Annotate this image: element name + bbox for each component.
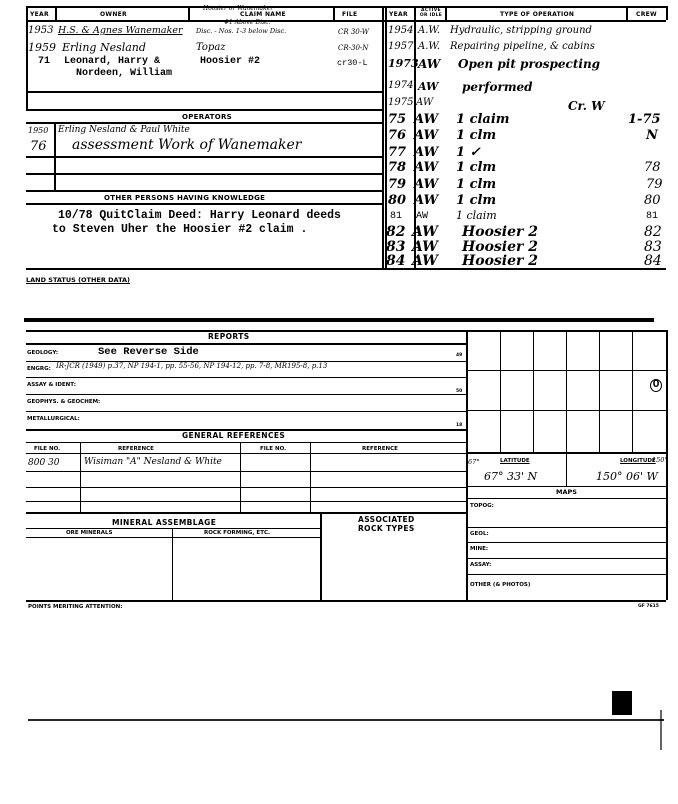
mine-label: MINE: bbox=[470, 546, 489, 552]
latitude-label: LATITUDE bbox=[500, 458, 530, 464]
assay-label: ASSAY & IDENT: bbox=[27, 382, 76, 388]
ore-minerals-label: ORE MINERALS bbox=[66, 530, 113, 536]
knowledge-line-2: to Steven Uher the Hoosier #2 claim . bbox=[52, 223, 308, 236]
activity-14-status: AW bbox=[412, 239, 438, 255]
activity-5-status: AW bbox=[416, 97, 434, 108]
owner-2-claim: Topaz bbox=[196, 42, 226, 53]
activity-15-operation: Hoosier 2 bbox=[462, 253, 539, 269]
activity-14-crew: 83 bbox=[644, 239, 662, 255]
form-number: GF 7615 bbox=[638, 604, 659, 609]
activity-6-year: 75 bbox=[388, 112, 407, 127]
ref-col-reference2: REFERENCE bbox=[362, 446, 398, 452]
owner-1-claim: Disc. - Nos. 1-3 below Disc. bbox=[196, 27, 287, 35]
activity-8-year: 77 bbox=[388, 145, 407, 160]
activity-3-year: 1973 bbox=[388, 57, 419, 70]
longitude-label: LONGITUDE bbox=[620, 458, 656, 464]
activity-1-year: 1954 bbox=[388, 25, 414, 36]
owner-1-name: H.S. & Agnes Wanemaker bbox=[58, 25, 183, 36]
latitude-value: 67° 33' N bbox=[484, 470, 538, 483]
geology-label: GEOLOGY: bbox=[27, 350, 59, 356]
location-marker: O bbox=[650, 379, 662, 392]
reports-title: REPORTS bbox=[208, 332, 250, 341]
operators-title: OPERATORS bbox=[182, 113, 232, 121]
activity-6-operation: 1 claim bbox=[456, 112, 510, 127]
col-header-file: FILE bbox=[342, 11, 358, 18]
activity-10-crew: 79 bbox=[646, 177, 663, 192]
geol-label: GEOL: bbox=[470, 531, 489, 537]
activity-9-status: AW bbox=[414, 160, 439, 175]
assay-num: 50 bbox=[456, 389, 463, 394]
owner-4-name: Nordeen, William bbox=[76, 68, 173, 79]
owner-3-file: cr30-L bbox=[337, 58, 368, 68]
activity-1-operation: Hydraulic, stripping ground bbox=[450, 25, 592, 36]
col-header-owner: OWNER bbox=[100, 11, 127, 18]
activity-3-status: AW bbox=[418, 57, 441, 71]
activity-7-year: 76 bbox=[388, 128, 407, 143]
activity-7-crew: N bbox=[646, 128, 658, 143]
activity-6-crew: 1-75 bbox=[628, 112, 661, 127]
owner-3-year: 71 bbox=[38, 56, 51, 67]
header-bottom-rule bbox=[26, 20, 666, 22]
claim-header-note: Hoosier or Wanemaker bbox=[203, 5, 274, 12]
owner-2-name: Erling Nesland bbox=[62, 41, 146, 54]
activity-1-status: A.W. bbox=[418, 25, 441, 36]
ref-row1-reference: Wisiman "A" Nesland & White bbox=[84, 457, 222, 467]
owner-1-claim-note: #1 Above Disc. bbox=[224, 19, 271, 26]
owner-1-year: 1953 bbox=[28, 25, 54, 36]
bottom-rule bbox=[28, 719, 664, 721]
mineral-assemblage-title: MINERAL ASSEMBLAGE bbox=[112, 518, 217, 527]
lat-prefix: 67° bbox=[468, 458, 480, 466]
activity-3-operation: Open pit prospecting bbox=[458, 57, 601, 71]
activity-14-year: 83 bbox=[386, 239, 406, 255]
activity-15-status: AW bbox=[412, 253, 438, 269]
activity-4-year: 1974 bbox=[388, 80, 414, 91]
activity-13-status: AW bbox=[412, 224, 438, 240]
activity-10-status: AW bbox=[414, 177, 439, 192]
activity-9-crew: 78 bbox=[644, 160, 661, 175]
owner-2-file: CR-30-N bbox=[338, 44, 369, 52]
activity-6-status: AW bbox=[414, 112, 439, 127]
longitude-value: 150° 06' W bbox=[596, 470, 658, 483]
activity-10-year: 79 bbox=[388, 177, 407, 192]
activity-12-operation: 1 claim bbox=[456, 209, 497, 222]
activity-8-operation: 1 ✓ bbox=[456, 145, 481, 160]
operator-2-year: 76 bbox=[30, 139, 47, 154]
knowledge-title: OTHER PERSONS HAVING KNOWLEDGE bbox=[104, 194, 266, 202]
activity-4-operation: performed bbox=[462, 80, 533, 94]
operator-1-text: Erling Nesland & Paul White bbox=[58, 125, 190, 135]
activity-15-crew: 84 bbox=[644, 253, 662, 269]
activity-11-operation: 1 clm bbox=[456, 193, 497, 208]
activity-13-operation: Hoosier 2 bbox=[462, 224, 539, 240]
ref-col-file2: FILE NO. bbox=[260, 446, 287, 452]
geology-value: See Reverse Side bbox=[98, 346, 199, 358]
maps-title: MAPS bbox=[556, 488, 577, 496]
activity-7-status: AW bbox=[414, 128, 439, 143]
owner-2-year: 1959 bbox=[28, 41, 56, 54]
activity-4-status: AW bbox=[418, 80, 439, 93]
operator-2-text: assessment Work of Wanemaker bbox=[72, 137, 302, 153]
top-section-bottom bbox=[26, 268, 666, 270]
metallurgical-num: 18 bbox=[456, 423, 463, 428]
rock-types-label: ROCK TYPES bbox=[358, 524, 415, 533]
points-meriting-label: POINTS MERITING ATTENTION: bbox=[28, 604, 123, 610]
activity-12-year: 81 bbox=[390, 211, 403, 222]
activity-14-operation: Hoosier 2 bbox=[462, 239, 539, 255]
col-header-year2: YEAR bbox=[389, 11, 408, 18]
operator-1-year: 1950 bbox=[28, 126, 49, 135]
activity-10-operation: 1 clm bbox=[456, 177, 497, 192]
activity-9-operation: 1 clm bbox=[456, 160, 497, 175]
geophys-label: GEOPHYS. & GEOCHEM: bbox=[27, 399, 101, 405]
ref-col-reference: REFERENCE bbox=[118, 446, 154, 452]
general-references-title: GENERAL REFERENCES bbox=[182, 431, 286, 440]
activity-2-year: 1957 bbox=[388, 41, 414, 52]
assay-map-label: ASSAY: bbox=[470, 562, 492, 568]
other-photos-label: OTHER (& PHOTOS) bbox=[470, 582, 531, 588]
activity-5-operation: Cr. W bbox=[568, 99, 605, 113]
land-status-label: LAND STATUS (OTHER DATA) bbox=[26, 276, 130, 284]
topog-label: TOPOG: bbox=[470, 503, 494, 509]
lon-prefix: 150° bbox=[652, 456, 668, 464]
activity-5-year: 1975 bbox=[388, 97, 414, 108]
activity-11-status: AW bbox=[414, 193, 439, 208]
activity-11-crew: 80 bbox=[644, 193, 661, 208]
activity-12-status: AW bbox=[416, 211, 429, 222]
owner-3-name: Leonard, Harry & bbox=[64, 56, 161, 67]
knowledge-line-1: 10/78 QuitClaim Deed: Harry Leonard deeds bbox=[58, 209, 341, 222]
owner-1-file: CR 30-W bbox=[338, 28, 369, 36]
activity-15-year: 84 bbox=[386, 253, 406, 269]
engrg-value: IR-JCR (1949) p.37, NP 194-1, pp. 55-56, NP 194-12, pp. 7-8, MR195-8, p.13 bbox=[56, 362, 328, 370]
activity-2-status: A.W. bbox=[418, 41, 441, 52]
ref-row1-file: 800 30 bbox=[28, 458, 60, 468]
col-header-operation: TYPE OF OPERATION bbox=[500, 11, 575, 18]
col-header-claim: CLAIM NAME bbox=[240, 11, 286, 18]
activity-11-year: 80 bbox=[388, 193, 407, 208]
scan-band bbox=[24, 318, 654, 322]
activity-13-crew: 82 bbox=[644, 224, 662, 240]
col-header-crew: CREW bbox=[636, 11, 657, 18]
activity-2-operation: Repairing pipeline, & cabins bbox=[450, 41, 595, 52]
associated-label: ASSOCIATED bbox=[358, 515, 415, 524]
scan-mark-block bbox=[612, 691, 632, 715]
owner-3-claim: Hoosier #2 bbox=[200, 56, 261, 67]
rock-forming-label: ROCK FORMING, ETC. bbox=[204, 530, 271, 536]
activity-8-status: AW bbox=[414, 145, 439, 160]
left-border bbox=[26, 6, 28, 109]
top-border bbox=[26, 6, 666, 8]
activity-7-operation: 1 clm bbox=[456, 128, 497, 143]
main-divider bbox=[382, 6, 384, 268]
col-header-year: YEAR bbox=[30, 11, 49, 18]
metallurgical-label: METALLURGICAL: bbox=[27, 416, 80, 422]
activity-9-year: 78 bbox=[388, 160, 407, 175]
engrg-label: ENGRG: bbox=[27, 366, 51, 372]
activity-13-year: 82 bbox=[386, 224, 406, 240]
ref-col-file: FILE NO. bbox=[34, 446, 61, 452]
col-header-active-idle: ACTIVE OR IDLE bbox=[419, 8, 443, 18]
activity-12-crew: 81 bbox=[646, 211, 659, 222]
geology-num: 49 bbox=[456, 353, 463, 358]
